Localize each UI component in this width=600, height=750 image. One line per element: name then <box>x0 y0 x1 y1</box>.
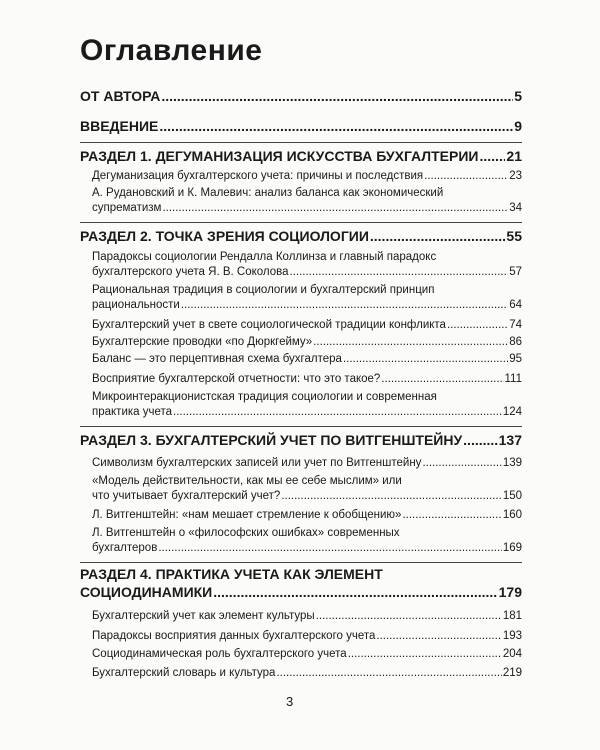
toc-entry-page: 64 <box>509 299 522 311</box>
toc-entry-text: бухгалтеров <box>92 542 158 554</box>
toc-entry <box>92 630 522 642</box>
leader-dots <box>422 457 501 469</box>
leader-dots <box>402 509 501 521</box>
divider <box>80 562 522 563</box>
toc-entry-page: 124 <box>502 406 522 418</box>
toc-entry-text: супрематизм <box>92 202 162 214</box>
toc-entry <box>92 667 522 679</box>
toc-entry-text: ОТ АВТОРА <box>80 88 161 104</box>
toc-entry <box>92 336 522 348</box>
leader-dots <box>213 584 497 600</box>
leader-dots <box>343 353 508 365</box>
toc-entry-text: рациональности <box>92 299 180 311</box>
toc-section-page: 137 <box>498 432 522 448</box>
toc-entry <box>92 457 522 469</box>
leader-dots <box>424 170 508 182</box>
toc-entry-text: практика учета <box>92 406 173 418</box>
toc-section-1 <box>80 148 522 164</box>
toc-entry-text: Восприятие бухгалтерской отчетности: что это такое? <box>92 373 381 385</box>
leader-dots <box>276 667 501 679</box>
toc-entry-page: 34 <box>509 202 522 214</box>
toc-entry-text: Бухгалтерский словарь и культура <box>92 667 276 679</box>
toc-entry <box>92 266 522 278</box>
toc-entry-page: 111 <box>504 373 522 385</box>
toc-entry-page: 23 <box>509 170 522 182</box>
toc-entry <box>92 509 522 521</box>
toc-entry-page: 219 <box>502 667 522 679</box>
leader-dots <box>181 299 508 311</box>
toc-entry <box>92 610 522 622</box>
leader-dots <box>161 88 513 104</box>
toc-entry-text: Дегуманизация бухгалтерского учета: причины и последствия <box>92 170 424 182</box>
divider <box>80 426 522 427</box>
toc-entry <box>92 299 522 311</box>
toc-entry-text: что учитывает бухгалтерский учет? <box>92 490 281 502</box>
leader-dots <box>370 228 506 244</box>
toc-entry-text: ВВЕДЕНИЕ <box>80 118 159 134</box>
toc-section-3 <box>80 432 522 448</box>
toc-entry-line1: Рациональная традиция в социологии и бухгалтерский принцип <box>92 284 435 296</box>
toc-entry <box>92 202 522 214</box>
toc-entry-page: 9 <box>514 118 522 134</box>
leader-dots <box>158 542 501 554</box>
leader-dots <box>290 266 509 278</box>
toc-section-page: 55 <box>506 228 522 244</box>
toc-entry-page: 204 <box>502 648 522 660</box>
toc-entry-text: Социодинамическая роль бухгалтерского учета <box>92 648 347 660</box>
leader-dots <box>381 373 503 385</box>
toc-entry <box>92 406 522 418</box>
toc-section-page: 179 <box>498 584 522 600</box>
toc-entry-page: 193 <box>502 630 522 642</box>
toc-entry-page: 139 <box>502 457 522 469</box>
leader-dots <box>281 490 501 502</box>
toc-entry-text: Бухгалтерские проводки «по Дюркгейму» <box>92 336 313 348</box>
toc-entry-page: 160 <box>502 509 522 521</box>
toc-entry <box>92 170 522 182</box>
toc-entry-page: 150 <box>502 490 522 502</box>
divider <box>80 142 522 143</box>
toc-section-text: РАЗДЕЛ 3. БУХГАЛТЕРСКИЙ УЧЕТ ПО ВИТГЕНШТЕЙНУ <box>80 432 463 448</box>
toc-entry-page: 5 <box>514 88 522 104</box>
toc-entry-text: Баланс — это перцептивная схема бухгалтера <box>92 353 342 365</box>
toc-section-text: РАЗДЕЛ 2. ТОЧКА ЗРЕНИЯ СОЦИОЛОГИИ <box>80 228 369 244</box>
toc-entry-page: 57 <box>509 266 522 278</box>
toc-section-text: СОЦИОДИНАМИКИ <box>80 584 213 600</box>
toc-entry-page: 181 <box>502 610 522 622</box>
leader-dots <box>316 610 502 622</box>
toc-entry <box>92 648 522 660</box>
toc-entry-text: Л. Витгенштейн: «нам мешает стремление к обобщению» <box>92 509 402 521</box>
toc-entry-line1: Л. Витгенштейн о «философских ошибках» современных <box>92 527 400 539</box>
toc-entry <box>92 319 522 331</box>
page-title: Оглавление <box>80 34 263 67</box>
leader-dots <box>159 118 513 134</box>
leader-dots <box>480 148 506 164</box>
toc-section-4 <box>80 584 522 600</box>
toc-section-4-line1: РАЗДЕЛ 4. ПРАКТИКА УЧЕТА КАК ЭЛЕМЕНТ <box>80 566 383 582</box>
toc-entry <box>92 373 522 385</box>
page-number: 3 <box>286 694 294 709</box>
toc-section-text: РАЗДЕЛ 1. ДЕГУМАНИЗАЦИЯ ИСКУССТВА БУХГАЛТЕРИИ <box>80 148 479 164</box>
leader-dots <box>447 319 508 331</box>
toc-entry-line1: «Модель действительности, как мы ее себе мыслим» или <box>92 475 402 487</box>
leader-dots <box>348 648 502 660</box>
toc-entry-line1: А. Рудановский и К. Малевич: анализ баланса как экономический <box>92 187 444 199</box>
toc-entry <box>92 353 522 365</box>
toc-entry-author <box>80 88 522 104</box>
toc-entry-line1: Парадоксы социологии Рендалла Коллинза и главный парадокс <box>92 251 437 263</box>
toc-entry-text: Бухгалтерский учет как элемент культуры <box>92 610 315 622</box>
leader-dots <box>463 432 497 448</box>
toc-entry <box>92 490 522 502</box>
leader-dots <box>173 406 502 418</box>
toc-entry-text: Символизм бухгалтерских записей или учет по Витгенштейну <box>92 457 422 469</box>
divider <box>80 222 522 223</box>
toc-entry-text: Бухгалтерский учет в свете социологической традиции конфликта <box>92 319 446 331</box>
toc-entry-page: 74 <box>509 319 522 331</box>
toc-entry-intro <box>80 118 522 134</box>
toc-entry-line1: Микроинтеракционистская традиция социологии и современная <box>92 391 437 403</box>
toc-entry <box>92 542 522 554</box>
toc-entry-page: 95 <box>509 353 522 365</box>
toc-entry-text: бухгалтерского учета Я. В. Соколова <box>92 266 289 278</box>
toc-section-page: 21 <box>506 148 522 164</box>
leader-dots <box>162 202 508 214</box>
leader-dots <box>376 630 501 642</box>
toc-section-2 <box>80 228 522 244</box>
toc-entry-page: 169 <box>502 542 522 554</box>
leader-dots <box>313 336 508 348</box>
toc-entry-page: 86 <box>509 336 522 348</box>
toc-entry-text: Парадоксы восприятия данных бухгалтерского учета <box>92 630 376 642</box>
